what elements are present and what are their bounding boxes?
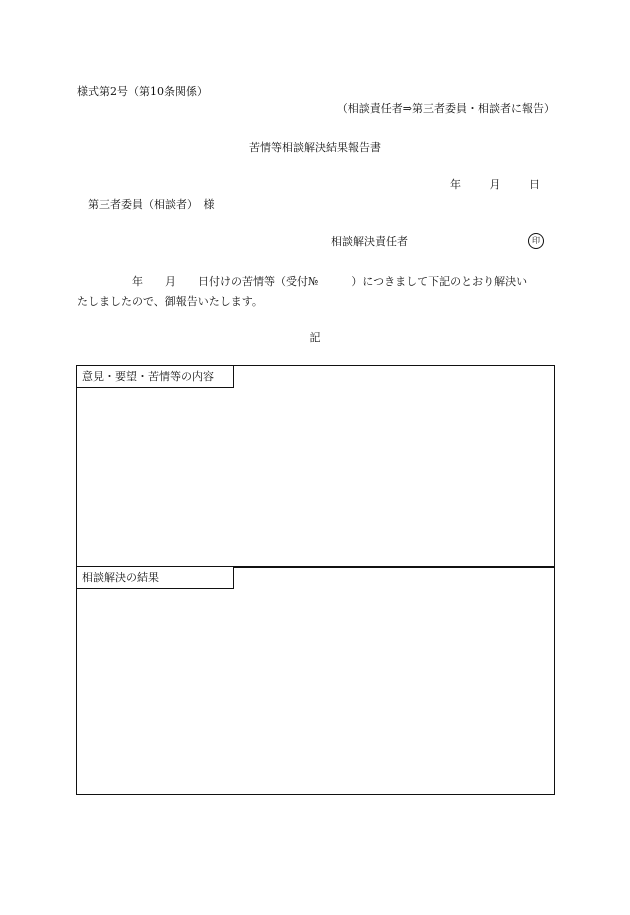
date-day: 日 (529, 178, 540, 191)
opinion-section-label: 意見・要望・苦情等の内容 (76, 365, 234, 388)
seal-mark: 印 (528, 233, 544, 249)
body-line-2: たしましたので、御報告いたします。 (77, 295, 263, 308)
result-section[interactable] (76, 566, 555, 795)
body-line-1: 年 月 日付けの苦情等（受付№ ）につきまして下記のとおり解決い (77, 275, 528, 288)
opinion-section[interactable] (76, 365, 555, 568)
date-month: 月 (489, 178, 501, 191)
addressee: 第三者委員（相談者） 様 (88, 198, 215, 211)
body-text (77, 272, 557, 312)
date-line (450, 178, 540, 192)
result-section-label: 相談解決の結果 (76, 566, 234, 589)
date-year: 年 (450, 178, 461, 191)
responsible-person-label: 相談解決責任者 (331, 235, 408, 248)
document-title: 苦情等相談解決結果報告書 (249, 141, 381, 154)
report-route: （相談責任者⇒第三者委員・相談者に報告） (336, 102, 555, 115)
record-mark: 記 (309, 331, 321, 344)
form-number: 様式第2号（第10条関係） (77, 85, 208, 98)
